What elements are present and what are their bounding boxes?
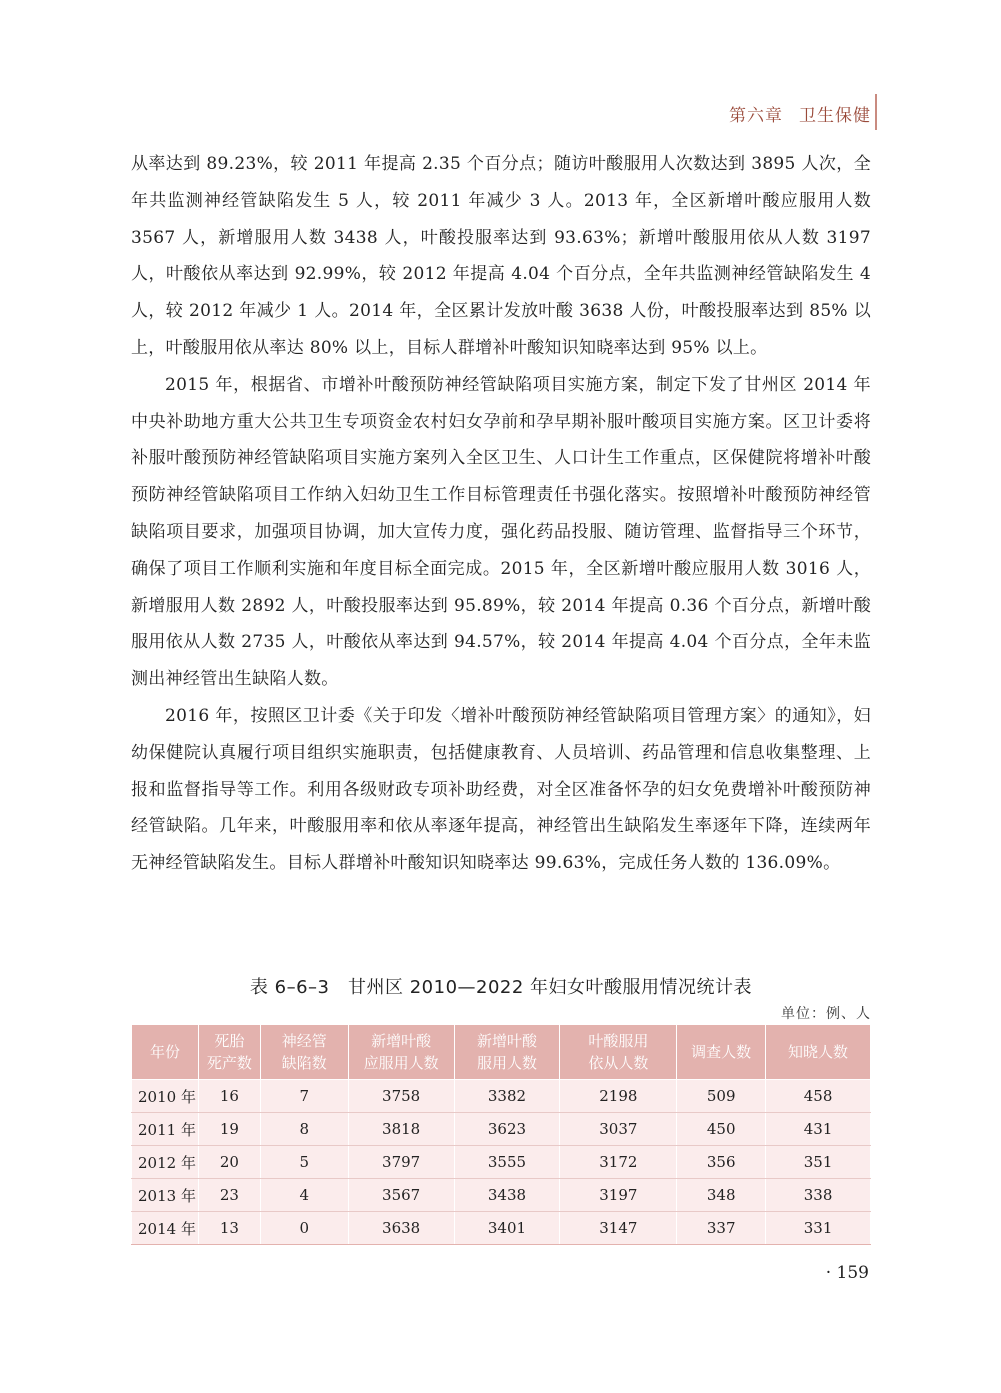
table-cell: 19 <box>198 1113 260 1146</box>
table-cell: 3401 <box>454 1212 560 1245</box>
column-header-line: 死胎 <box>214 1032 245 1050</box>
table-row <box>132 1113 871 1146</box>
table-cell: 431 <box>766 1113 871 1146</box>
table-cell: 3638 <box>348 1212 454 1245</box>
table-cell: 23 <box>198 1179 260 1212</box>
running-header <box>729 96 871 130</box>
table-cell: 458 <box>766 1080 871 1113</box>
section-label: 卫生保健 <box>799 105 871 126</box>
table-cell: 3147 <box>560 1212 677 1245</box>
column-header-new-taking <box>454 1025 560 1080</box>
chapter-label: 第六章 <box>729 105 783 126</box>
table-row <box>132 1146 871 1179</box>
table-cell: 3197 <box>560 1179 677 1212</box>
table-cell: 2198 <box>560 1080 677 1113</box>
table-cell: 509 <box>677 1080 766 1113</box>
year-cell: 2011 年 <box>132 1113 199 1146</box>
year-cell: 2012 年 <box>132 1146 199 1179</box>
table-row <box>132 1179 871 1212</box>
column-header-line: 调查人数 <box>691 1043 752 1061</box>
column-header-line: 服用人数 <box>476 1054 537 1072</box>
table-row <box>132 1212 871 1245</box>
folic-acid-table <box>131 1024 871 1245</box>
column-header-line: 知晓人数 <box>788 1043 849 1061</box>
table-cell: 3382 <box>454 1080 560 1113</box>
column-header-line: 叶酸服用 <box>588 1032 649 1050</box>
column-header-year <box>132 1025 199 1080</box>
table-cell: 3567 <box>348 1179 454 1212</box>
table-cell: 3037 <box>560 1113 677 1146</box>
paragraph-1: 从率达到 89.23%，较 2011 年提高 2.35 个百分点；随访叶酸服用人次数达到 3895 人次，全年共监测神经管缺陷发生 5 人，较 2011 年减少 3 人。2013 年，全区新增叶酸应服用人数 3567 人，新增服用人数 3438 人，叶酸投服率达到 93.63%；新增叶酸服用依从人数 3197 人，叶酸依从率达到 92.99%，较 2012 年提高 4.04 个百分点，全年共监测神经管缺陷发生 4 人，较 2012 年减少 1 人。2014 年，全区累计发放叶酸 3638 人份，叶酸投服率达到 85% 以上，叶酸服用依从率达 80% 以上，目标人群增补叶酸知识知晓率达到 95% 以上。 <box>131 154 871 358</box>
header-rule <box>875 94 877 130</box>
table-cell: 7 <box>260 1080 348 1113</box>
table-cell: 338 <box>766 1179 871 1212</box>
column-header-surveyed <box>677 1025 766 1080</box>
table-cell: 3623 <box>454 1113 560 1146</box>
table-cell: 337 <box>677 1212 766 1245</box>
table-cell: 3818 <box>348 1113 454 1146</box>
column-header-line: 年份 <box>149 1043 180 1061</box>
column-header-line: 应服用人数 <box>363 1054 439 1072</box>
table-cell: 356 <box>677 1146 766 1179</box>
page-number: · 159 <box>825 1263 869 1283</box>
table-cell: 13 <box>198 1212 260 1245</box>
table-cell: 3438 <box>454 1179 560 1212</box>
table-cell: 3797 <box>348 1146 454 1179</box>
body-text <box>131 146 871 882</box>
year-cell: 2013 年 <box>132 1179 199 1212</box>
table-cell: 8 <box>260 1113 348 1146</box>
table-cell: 20 <box>198 1146 260 1179</box>
column-header-compliant <box>560 1025 677 1080</box>
table-cell: 16 <box>198 1080 260 1113</box>
table-cell: 351 <box>766 1146 871 1179</box>
year-cell: 2010 年 <box>132 1080 199 1113</box>
table-header-row <box>132 1025 871 1080</box>
column-header-ntd <box>260 1025 348 1080</box>
table-cell: 3172 <box>560 1146 677 1179</box>
column-header-stillbirth <box>198 1025 260 1080</box>
column-header-new-should-take <box>348 1025 454 1080</box>
table-cell: 450 <box>677 1113 766 1146</box>
paragraph-2: 2015 年，根据省、市增补叶酸预防神经管缺陷项目实施方案，制定下发了甘州区 2014 年中央补助地方重大公共卫生专项资金农村妇女孕前和孕早期补服叶酸项目实施方案。区卫计委将补服叶酸预防神经管缺陷项目实施方案列入全区卫生、人口计生工作重点，区保健院将增补叶酸预防神经管缺陷项目工作纳入妇幼卫生工作目标管理责任书强化落实。按照增补叶酸预防神经管缺陷项目要求，加强项目协调，加大宣传力度，强化药品投服、随访管理、监督指导三个环节，确保了项目工作顺利实施和年度目标全面完成。2015 年，全区新增叶酸应服用人数 3016 人，新增服用人数 2892 人，叶酸投服率达到 95.89%，较 2014 年提高 0.36 个百分点，新增叶酸服用依从人数 2735 人，叶酸依从率达到 94.57%，较 2014 年提高 4.04 个百分点，全年未监测出神经管出生缺陷人数。 <box>131 374 871 690</box>
column-header-line: 新增叶酸 <box>476 1032 537 1050</box>
column-header-line: 依从人数 <box>588 1054 649 1072</box>
column-header-aware <box>766 1025 871 1080</box>
paragraph-3: 2016 年，按照区卫计委《关于印发〈增补叶酸预防神经管缺陷项目管理方案〉的通知》，妇幼保健院认真履行项目组织实施职责，包括健康教育、人员培训、药品管理和信息收集整理、上报和监督指导等工作。利用各级财政专项补助经费，对全区准备怀孕的妇女免费增补叶酸预防神经管缺陷。几年来，叶酸服用率和依从率逐年提高，神经管出生缺陷发生率逐年下降，连续两年无神经管缺陷发生。目标人群增补叶酸知识知晓率达 99.63%，完成任务人数的 136.09%。 <box>131 705 871 874</box>
table-cell: 331 <box>766 1212 871 1245</box>
table-row <box>132 1080 871 1113</box>
column-header-line: 死产数 <box>206 1054 252 1072</box>
table-cell: 5 <box>260 1146 348 1179</box>
column-header-line: 缺陷数 <box>281 1054 327 1072</box>
table-cell: 348 <box>677 1179 766 1212</box>
table-cell: 3555 <box>454 1146 560 1179</box>
year-cell: 2014 年 <box>132 1212 199 1245</box>
table-caption: 表 6–6–3 甘州区 2010—2022 年妇女叶酸服用情况统计表 <box>249 977 753 998</box>
table-cell: 0 <box>260 1212 348 1245</box>
column-header-line: 神经管 <box>281 1032 327 1050</box>
column-header-line: 新增叶酸 <box>371 1032 432 1050</box>
table-unit: 单位：例、人 <box>781 1006 871 1022</box>
table-cell: 3758 <box>348 1080 454 1113</box>
table-cell: 4 <box>260 1179 348 1212</box>
